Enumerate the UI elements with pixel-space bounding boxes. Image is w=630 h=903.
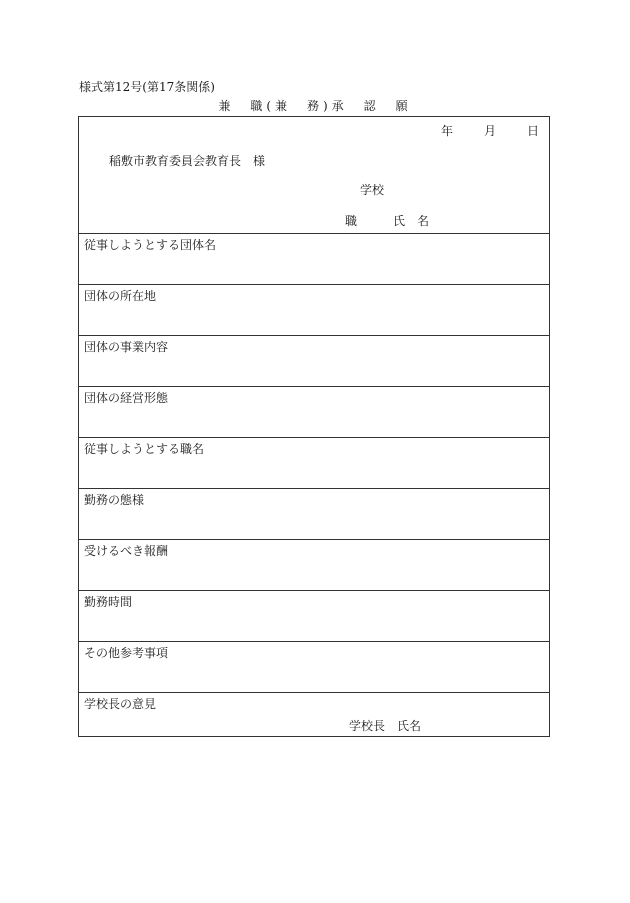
- date-year-label: 年: [441, 124, 454, 138]
- row-organization-name: [79, 234, 549, 285]
- row-label: 学校長の意見: [84, 697, 157, 711]
- principal-title-label: 学校長: [349, 719, 386, 733]
- row-principal-opinion: [79, 693, 549, 746]
- row-label: 団体の事業内容: [84, 340, 169, 354]
- name-label: 氏 名: [393, 214, 430, 228]
- row-other-notes: [79, 642, 549, 693]
- date-day-label: 日: [527, 124, 540, 138]
- row-work-style: [79, 489, 549, 540]
- school-label: 学校: [360, 183, 385, 197]
- row-organization-address: [79, 285, 549, 336]
- form-header-section: [79, 117, 549, 234]
- row-label: 従事しようとする団体名: [84, 238, 217, 252]
- row-position-title: [79, 438, 549, 489]
- row-label: 従事しようとする職名: [84, 442, 205, 456]
- principal-signature-line: [349, 719, 421, 733]
- row-label: 勤務の態様: [84, 493, 145, 507]
- form-number: 様式第12号(第17条関係): [79, 80, 215, 94]
- form-title: 兼 職(兼 務)承 認 願: [218, 99, 412, 113]
- principal-name-label: 氏名: [397, 719, 422, 733]
- row-compensation: [79, 540, 549, 591]
- row-label: 勤務時間: [84, 595, 133, 609]
- position-label: 職: [345, 214, 358, 228]
- row-label: その他参考事項: [84, 646, 169, 660]
- addressee: 稲敷市教育委員会教育長 様: [109, 154, 266, 168]
- row-label: 団体の経営形態: [84, 391, 169, 405]
- form-table: [78, 116, 550, 737]
- row-label: 受けるべき報酬: [84, 544, 169, 558]
- row-label: 団体の所在地: [84, 289, 157, 303]
- row-organization-management: [79, 387, 549, 438]
- date-month-label: 月: [484, 124, 497, 138]
- row-working-hours: [79, 591, 549, 642]
- applicant-name-line: [345, 214, 429, 228]
- row-organization-business: [79, 336, 549, 387]
- date-line: [441, 124, 539, 138]
